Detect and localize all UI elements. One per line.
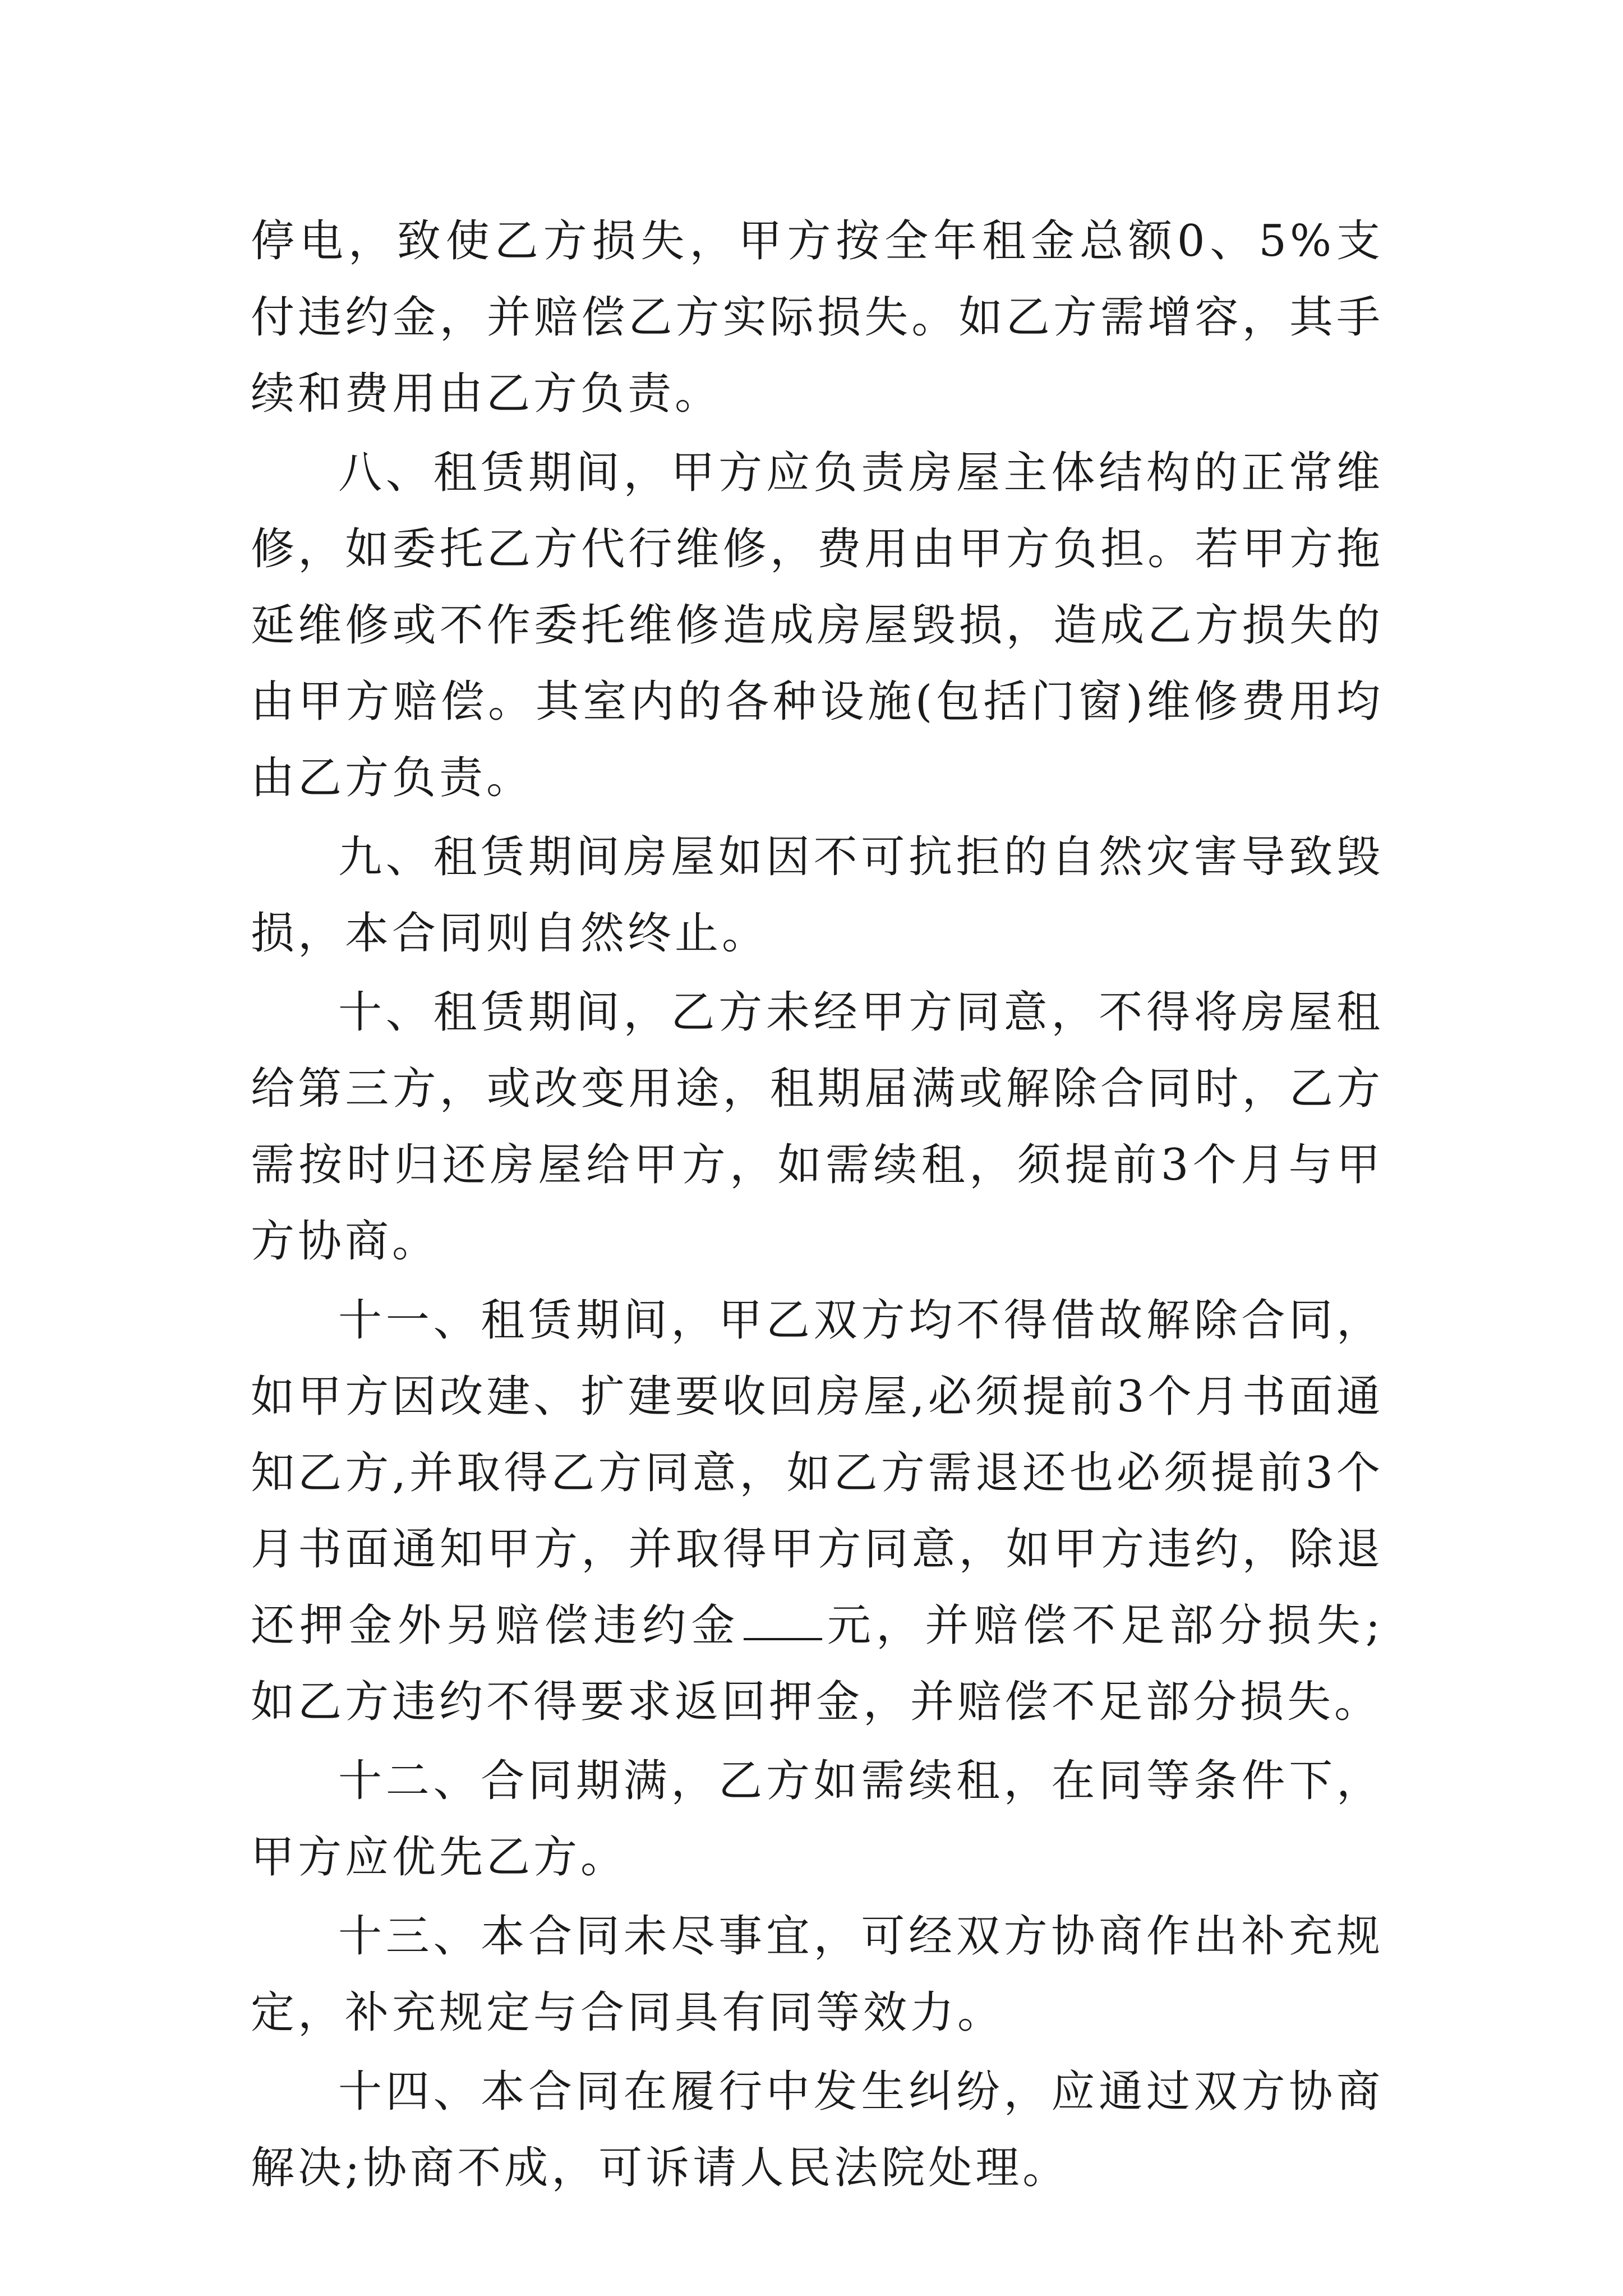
- document-body: [251, 203, 1384, 2209]
- paragraph-article-13: 十三、本合同未尽事宜，可经双方协商作出补充规定，补充规定与合同具有同等效力。: [251, 1911, 1384, 2038]
- paragraph-continuation: 停电，致使乙方损失，甲方按全年租金总额0、5%支付违约金，并赔偿乙方实际损失。如乙方需增容，其手续和费用由乙方负责。: [251, 216, 1384, 419]
- paragraph-article-11: [251, 1282, 1384, 1740]
- paragraph-article-14: 十四、本合同在履行中发生纠纷，应通过双方协商解决;协商不成，可诉请人民法院处理。: [251, 2067, 1384, 2193]
- paragraph-article-9: 九、租赁期间房屋如因不可抗拒的自然灾害导致毁损，本合同则自然终止。: [251, 832, 1384, 959]
- paragraph-article-10: 十、租赁期间，乙方未经甲方同意，不得将房屋租给第三方，或改变用途，租期届满或解除合同时，乙方需按时归还房屋给甲方，如需续租，须提前3个月与甲方协商。: [251, 987, 1384, 1267]
- fill-in-blank: [744, 1603, 822, 1640]
- paragraph-article-12: 十二、合同期满，乙方如需续租，在同等条件下，甲方应优先乙方。: [251, 1756, 1384, 1883]
- paragraph-article-8: 八、租赁期间，甲方应负责房屋主体结构的正常维修，如委托乙方代行维修，费用由甲方负担。若甲方拖延维修或不作委托维修造成房屋毁损，造成乙方损失的由甲方赔偿。其室内的各种设施(包括门窗)维修费用均由乙方负责。: [251, 448, 1384, 803]
- article-11-text-after-blank: 元，并赔偿不足部分损失;如乙方违约不得要求返回押金，并赔偿不足部分损失。: [251, 1600, 1384, 1727]
- article-11-text-before-blank: 十一、租赁期间，甲乙双方均不得借故解除合同，如甲方因改建、扩建要收回房屋,必须提前3个月书面通知乙方,并取得乙方同意，如乙方需退还也必须提前3个月书面通知甲方，并取得甲方同意，如甲方违约，除退还押金外另赔偿违约金: [251, 1295, 1384, 1651]
